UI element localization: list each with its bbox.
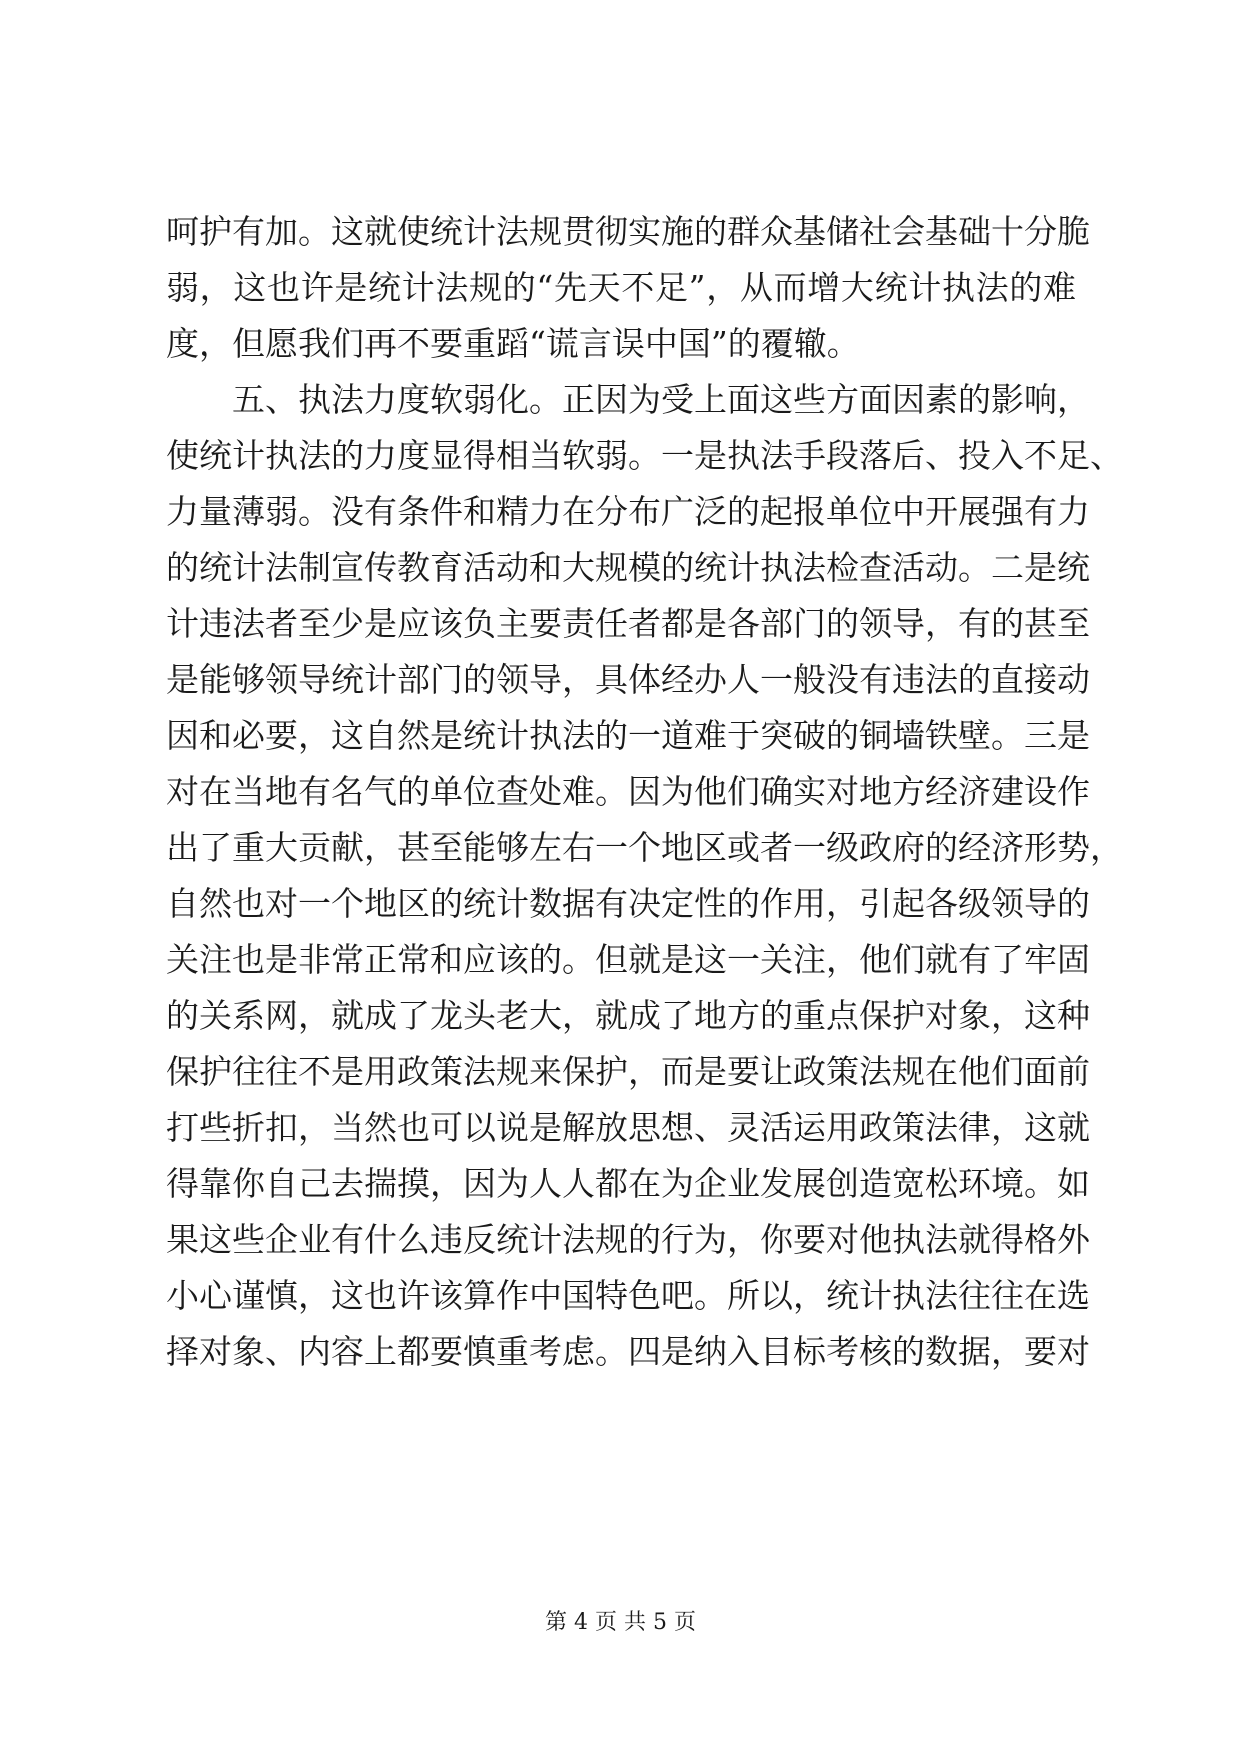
text-line: 度，但愿我们再不要重蹈“谎言误中国”的覆辙。 bbox=[166, 324, 860, 363]
text-line: 的统计法制宣传教育活动和大规模的统计执法检查活动。二是统 bbox=[166, 548, 1090, 587]
text-line: 弱，这也许是统计法规的“先天不足”，从而增大统计执法的难 bbox=[166, 268, 1076, 307]
text-line: 因和必要，这自然是统计执法的一道难于突破的铜墙铁壁。三是 bbox=[166, 716, 1090, 755]
text-line: 力量薄弱。没有条件和精力在分布广泛的起报单位中开展强有力 bbox=[166, 492, 1090, 531]
text-line: 果这些企业有什么违反统计法规的行为，你要对他执法就得格外 bbox=[166, 1220, 1090, 1259]
text-line: 出了重大贡献，甚至能够左右一个地区或者一级政府的经济形势， bbox=[166, 828, 1123, 867]
text-line: 得靠你自己去揣摸，因为人人都在为企业发展创造宽松环境。如 bbox=[166, 1164, 1090, 1203]
page-number-footer: 第 4 页 共 5 页 bbox=[545, 1610, 696, 1635]
text-line: 是能够领导统计部门的领导，具体经办人一般没有违法的直接动 bbox=[166, 660, 1090, 699]
text-line: 保护往往不是用政策法规来保护，而是要让政策法规在他们面前 bbox=[166, 1052, 1090, 1091]
text-line: 使统计执法的力度显得相当软弱。一是执法手段落后、投入不足、 bbox=[166, 436, 1123, 475]
text-line: 打些折扣，当然也可以说是解放思想、灵活运用政策法律，这就 bbox=[166, 1108, 1090, 1147]
text-line: 呵护有加。这就使统计法规贯彻实施的群众基储社会基础十分脆 bbox=[166, 212, 1090, 251]
text-line: 自然也对一个地区的统计数据有决定性的作用，引起各级领导的 bbox=[166, 884, 1090, 923]
text-line: 对在当地有名气的单位查处难。因为他们确实对地方经济建设作 bbox=[166, 772, 1090, 811]
text-line: 小心谨慎，这也许该算作中国特色吧。所以，统计执法往往在选 bbox=[166, 1276, 1090, 1315]
text-line: 关注也是非常正常和应该的。但就是这一关注，他们就有了牢固 bbox=[166, 940, 1090, 979]
text-line: 择对象、内容上都要慎重考虑。四是纳入目标考核的数据，要对 bbox=[166, 1332, 1090, 1371]
text-line: 计违法者至少是应该负主要责任者都是各部门的领导，有的甚至 bbox=[166, 604, 1090, 643]
text-line: 的关系网，就成了龙头老大，就成了地方的重点保护对象，这种 bbox=[166, 996, 1090, 1035]
text-line: 五、执法力度软弱化。正因为受上面这些方面因素的影响， bbox=[232, 380, 1090, 419]
